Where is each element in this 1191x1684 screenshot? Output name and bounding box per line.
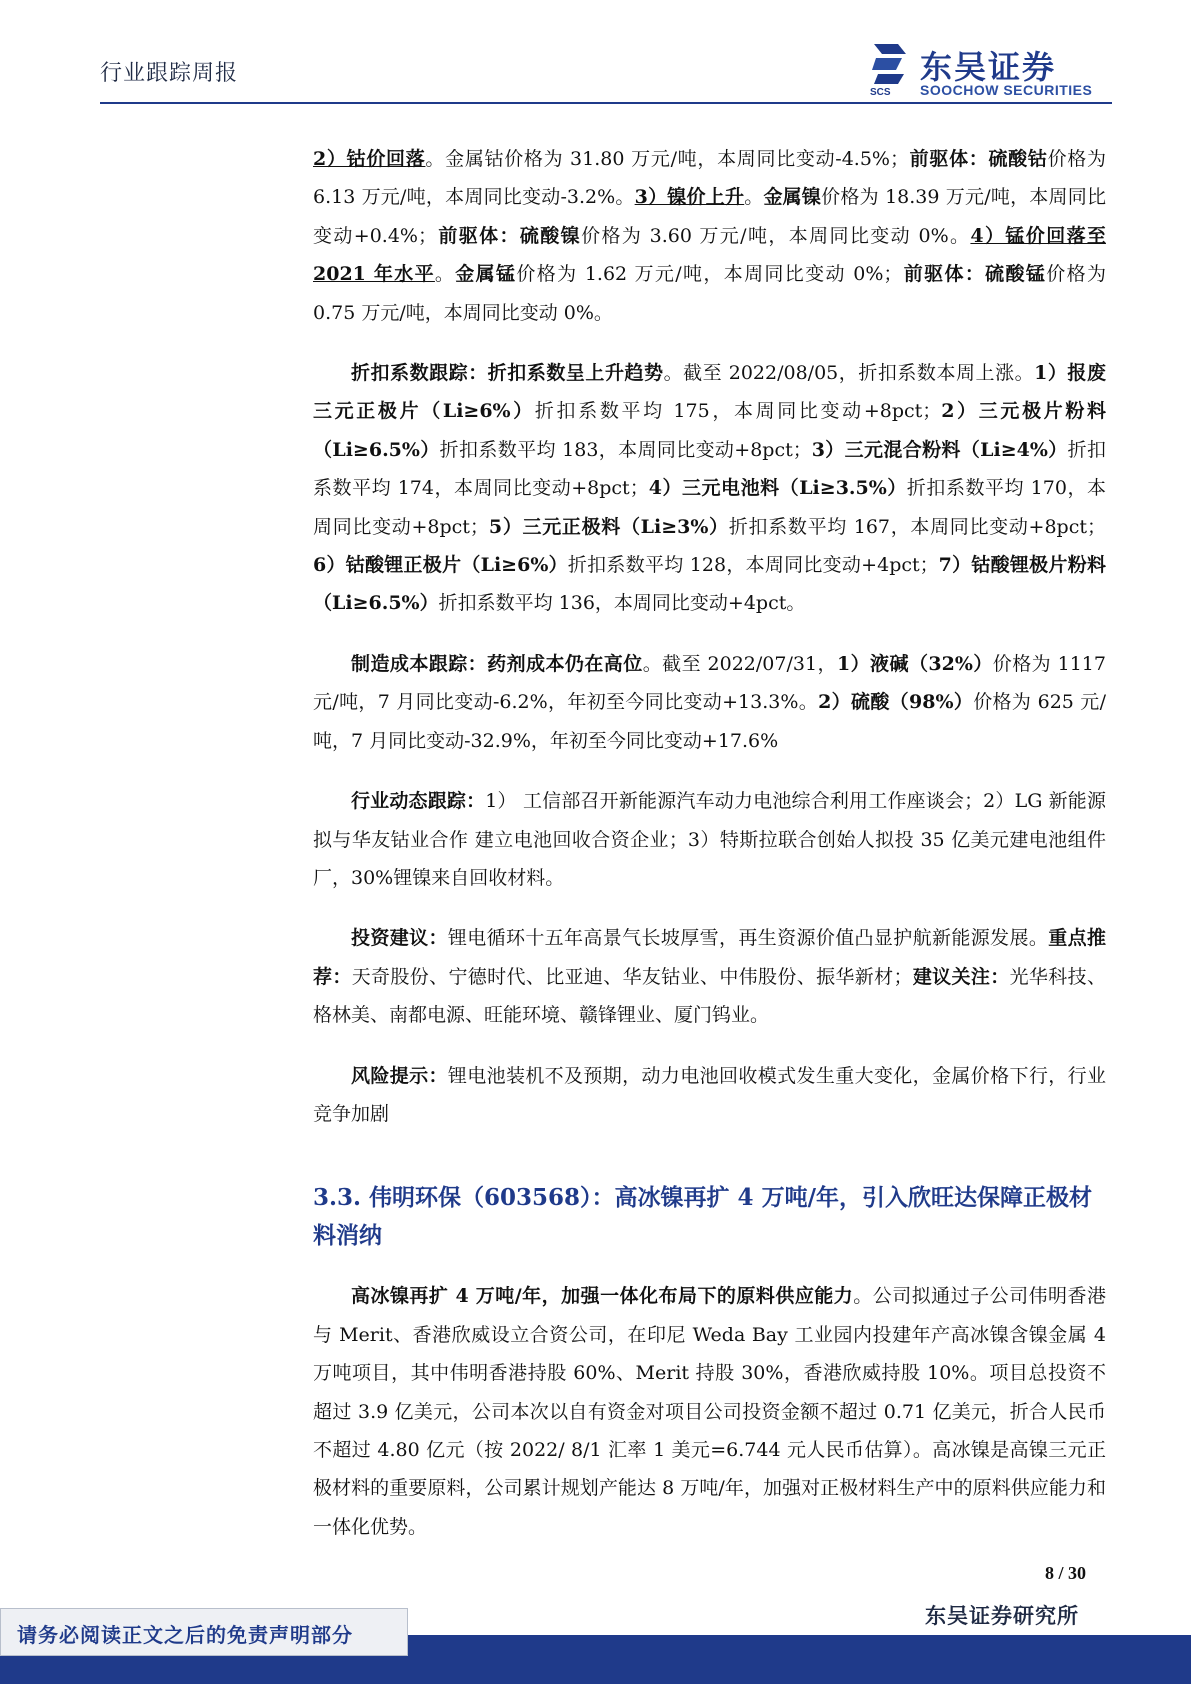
text: 1） 工信部召开新能源汽车动力电池综合利用工作座谈会；2）LG 新能源拟与华友钴业合作 建立电池回收合资企业；3）特斯拉联合创始人拟投 35 亿美元建电池组件厂，30%锂镍来自回收材料。 [313, 790, 1106, 889]
footer-organization: 东吴证券研究所 [925, 1603, 1079, 1628]
bold-term: 2）三元极片粉料（Li≥6.5%） [313, 400, 1106, 461]
paragraph-risk-warning [313, 1057, 1106, 1134]
text: 价格为 3.60 万元/吨，本周同比变动 0%。 [581, 224, 971, 247]
text: 价格为 1.62 万元/吨，本周同比变动 0%； [516, 263, 903, 286]
header-divider [100, 102, 1112, 104]
text: 。公司拟通过子公司伟明香港与 Merit、香港欣威设立合资公司，在印尼 Weda Bay 工业园内投建年产高冰镍含镍金属 4 万吨项目，其中伟明香港持股 60%、Merit 持股 30%，香港欣威持股 10%。项目总投资不超过 3.9 亿美元，公司本次以自有资金对项目公司投资金额不超过 0.71 亿美元，折合人民币不超过 4.80 亿元（按 2022/ 8/1 汇率 1 美元=6.744 元人民币估算）。高冰镍是高镍三元正极材料的重要原料，公司累计规划产能达 8 万吨/年，加强对正极材料生产中的原料供应能力和一体化优势。 [313, 1285, 1106, 1538]
bold-term: 重点推荐： [313, 927, 1106, 988]
bold-term: 前驱体：硫酸镍 [436, 224, 582, 247]
paragraph-metal-prices [313, 140, 1106, 332]
text: 价格为 6.13 万元/吨，本周同比变动-3.2%。 [313, 148, 1106, 209]
paragraph-high-ice-nickel [313, 1277, 1106, 1546]
brand-logo [868, 40, 1108, 98]
page-number: 8 / 30 [1045, 1563, 1087, 1583]
bold-term: 2）硫酸（98%） [818, 691, 974, 714]
main-content [313, 140, 1106, 1568]
text: 。金属钴价格为 31.80 万元/吨，本周同比变动-4.5%； [425, 148, 909, 170]
highlight-nickel: 3）镍价上升 [634, 186, 745, 209]
disclaimer-box [0, 1608, 408, 1656]
brand-name-en: SOOCHOW SECURITIES [920, 82, 1093, 98]
bold-term: 6）钴酸锂正极片（Li≥6%） [313, 554, 568, 577]
section-heading: 3.3. 伟明环保（603568）：高冰镍再扩 4 万吨/年，引入欣旺达保障正极材料消纳 [313, 1184, 1092, 1250]
bold-term: 7）钴酸锂极片粉料（Li≥6.5%） [313, 554, 1106, 615]
disclaimer-text: 请务必阅读正文之后的免责声明部分 [17, 1623, 353, 1647]
text: 折扣系数平均 183，本周同比变动+8pct； [439, 438, 812, 461]
text: 折扣系数平均 170，本周同比变动+8pct； [313, 477, 1106, 538]
text: 折扣系数平均 167，本周同比变动+8pct； [728, 515, 1106, 538]
paragraph-investment-advice [313, 919, 1106, 1034]
bold-term: 金属镍 [763, 186, 822, 209]
paragraph-manufacturing-cost [313, 645, 1106, 760]
text: 。截至 2022/08/05，折扣系数本周上涨。 [663, 362, 1035, 385]
bold-term: 1）液碱（32%） [836, 652, 993, 675]
text: 光华科技、格林美、南都电源、旺能环境、赣锋锂业、厦门钨业。 [313, 965, 1106, 1027]
paragraph-industry-news [313, 782, 1106, 897]
scs-logo-icon [868, 40, 912, 96]
bold-term: 风险提示： [351, 1064, 448, 1087]
report-type: 行业跟踪周报 [100, 61, 239, 86]
text: 。 [434, 263, 456, 286]
text: 折扣系数平均 128，本周同比变动+4pct； [567, 554, 939, 577]
text: 。 [744, 186, 764, 209]
bold-term: 5）三元正极料（Li≥3%） [488, 515, 729, 538]
text: 折扣系数平均 175，本周同比变动+8pct； [534, 400, 942, 423]
highlight-manganese: 4）锰价回落至 2021 年水平 [313, 224, 1106, 286]
bold-term: 4）三元电池料（Li≥3.5%） [648, 477, 907, 500]
bold-term: 高冰镍再扩 4 万吨/年，加强一体化布局下的原料供应能力 [351, 1285, 854, 1308]
bold-term: 1）报废三元正极片（Li≥6%） [313, 362, 1106, 423]
highlight-cobalt: 2）钴价回落 [313, 148, 426, 170]
text: 天奇股份、宁德时代、比亚迪、华友钴业、中伟股份、振华新材； [351, 965, 913, 988]
bold-term: 金属锰 [455, 263, 517, 286]
bold-term: 投资建议： [351, 927, 448, 950]
paragraph-discount-coefficient [313, 354, 1106, 623]
text: 价格为 18.39 万元/吨，本周同比变动+0.4%； [313, 186, 1106, 247]
bold-term: 折扣系数跟踪：折扣系数呈上升趋势 [351, 362, 664, 385]
bold-term: 前驱体：硫酸锰 [902, 263, 1047, 286]
bold-term: 前驱体：硫酸钴 [908, 148, 1048, 170]
logo-mark-text: SCS [870, 87, 891, 96]
bold-term: 3）三元混合粉料（Li≥4%） [811, 438, 1068, 461]
text: 价格为 1117 元/吨，7 月同比变动-6.2%，年初至今同比变动+13.3%。 [313, 652, 1106, 714]
bold-term: 行业动态跟踪： [351, 790, 486, 813]
text: 锂电池装机不及预期，动力电池回收模式发生重大变化，金属价格下行，行业竞争加剧 [313, 1064, 1106, 1125]
bold-term: 制造成本跟踪：药剂成本仍在高位 [351, 652, 643, 675]
text: 价格为 0.75 万元/吨，本周同比变动 0%。 [313, 263, 1106, 324]
text: 折扣系数平均 136，本周同比变动+4pct。 [438, 592, 806, 615]
brand-name-cn: 东吴证券 [920, 48, 1057, 86]
text: 折扣系数平均 174，本周同比变动+8pct； [313, 438, 1106, 500]
text: 。截至 2022/07/31， [642, 652, 837, 675]
text: 价格为 625 元/吨，7 月同比变动-32.9%，年初至今同比变动+17.6% [313, 691, 1106, 752]
text: 锂电循环十五年高景气长坡厚雪，再生资源价值凸显护航新能源发展。 [447, 927, 1049, 950]
bold-term: 建议关注： [912, 965, 1010, 988]
